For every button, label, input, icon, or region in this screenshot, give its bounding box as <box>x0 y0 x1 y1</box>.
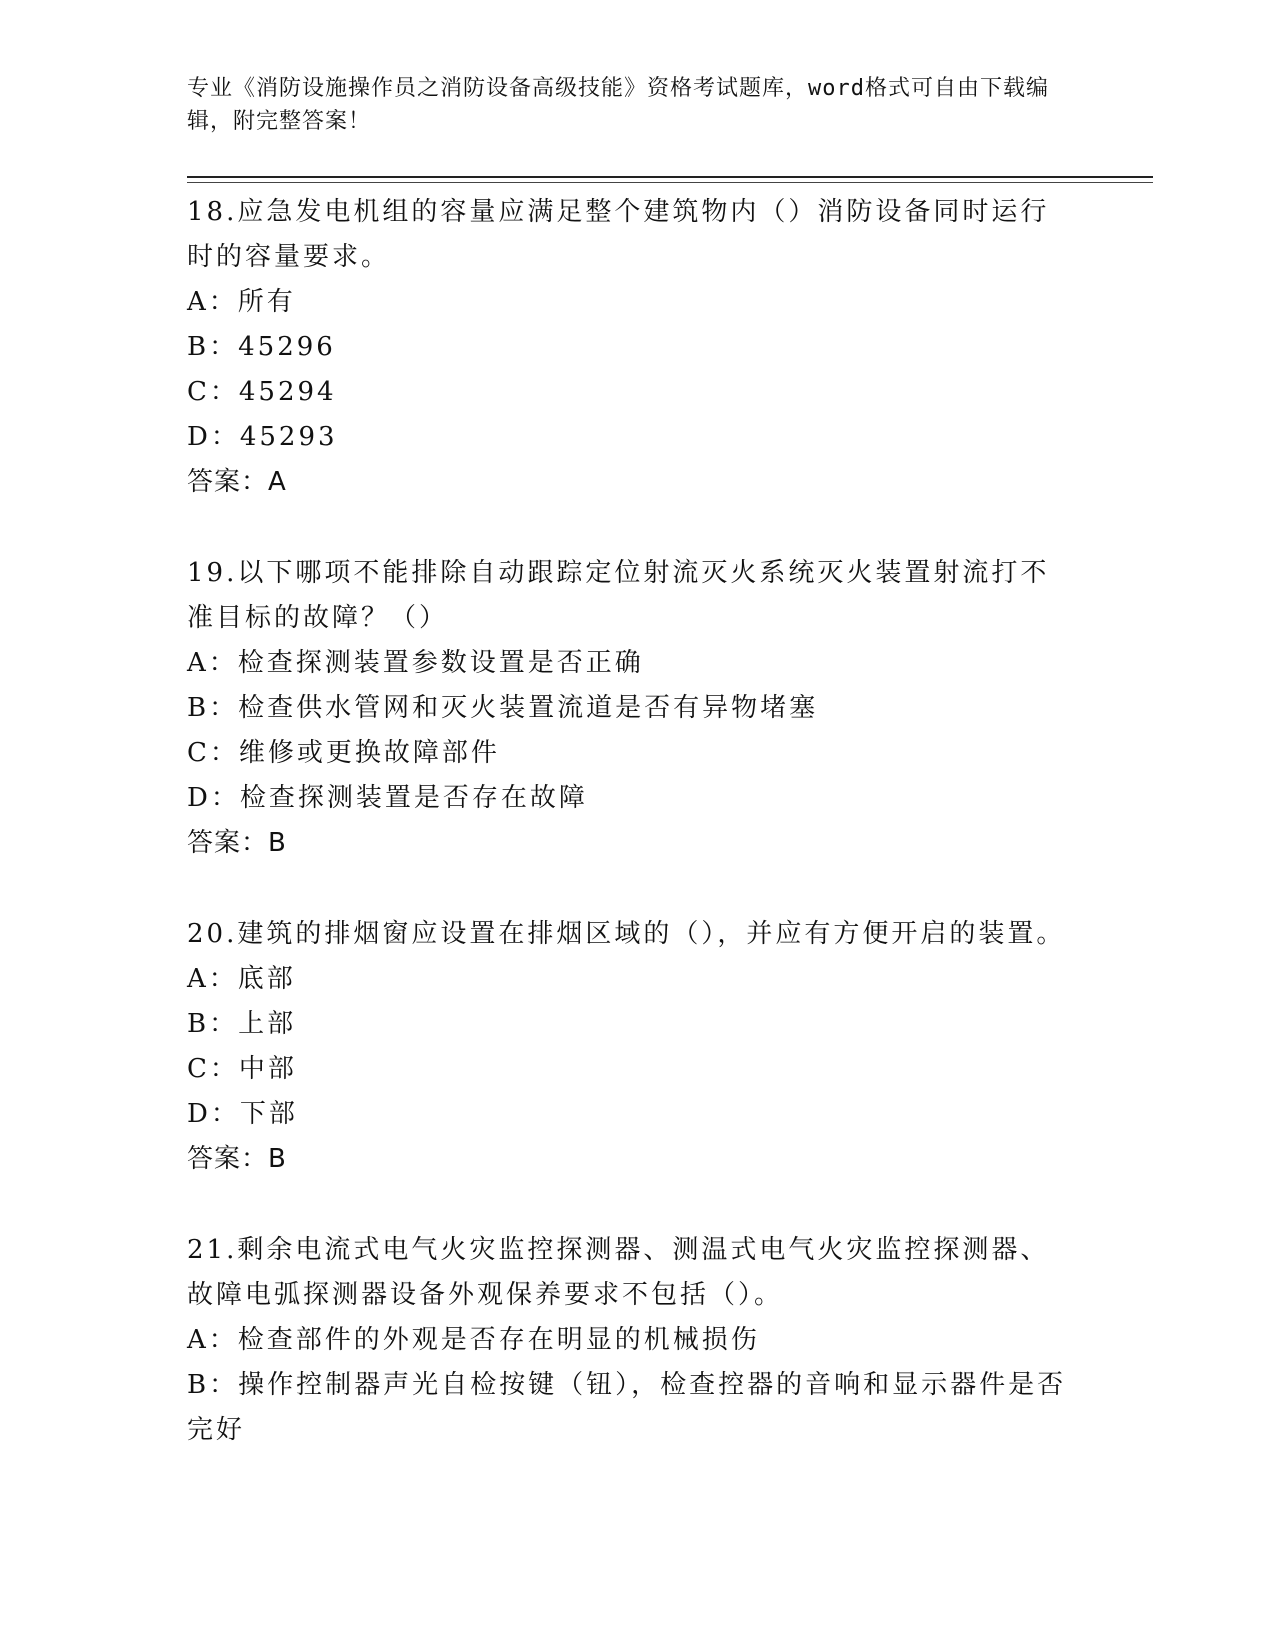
question-20 <box>187 912 1077 1182</box>
question-text: 18.应急发电机组的容量应满足整个建筑物内（）消防设备同时运行时的容量要求。 <box>187 197 1050 272</box>
question-list <box>187 190 1077 1453</box>
answer-line: 答案：B <box>187 1144 287 1174</box>
option-b: B：检查供水管网和灭火装置流道是否有异物堵塞 <box>187 693 819 723</box>
option-a: A：所有 <box>187 287 296 317</box>
option-d: D：45293 <box>187 422 338 452</box>
answer-line: 答案：B <box>187 828 287 858</box>
question-text: 19.以下哪项不能排除自动跟踪定位射流灭火系统灭火装置射流打不准目标的故障？（） <box>187 558 1050 633</box>
question-19 <box>187 551 1077 866</box>
option-c: C：中部 <box>187 1054 297 1084</box>
question-spacer <box>187 1182 1077 1228</box>
document-header: 专业《消防设施操作员之消防设备高级技能》资格考试题库，word格式可自由下载编辑，附完整答案！ <box>187 76 1049 134</box>
option-a: A：检查部件的外观是否存在明显的机械损伤 <box>187 1325 760 1355</box>
question-text: 20.建筑的排烟窗应设置在排烟区域的（），并应有方便开启的装置。 <box>187 919 1066 949</box>
question-21 <box>187 1228 1077 1453</box>
option-a: A：检查探测装置参数设置是否正确 <box>187 648 644 678</box>
question-text: 21.剩余电流式电气火灾监控探测器、测温式电气火灾监控探测器、故障电弧探测器设备外观保养要求不包括（）。 <box>187 1235 1050 1310</box>
question-spacer <box>187 505 1077 551</box>
option-a: A：底部 <box>187 964 296 994</box>
header-divider-thin <box>187 182 1153 183</box>
option-c: C：45294 <box>187 377 337 407</box>
question-spacer <box>187 866 1077 912</box>
option-d: D：检查探测装置是否存在故障 <box>187 783 588 813</box>
header-divider-thick <box>187 176 1153 178</box>
option-b: B：45296 <box>187 332 336 362</box>
option-b: B：上部 <box>187 1009 297 1039</box>
question-18 <box>187 190 1077 505</box>
answer-line: 答案：A <box>187 467 287 497</box>
option-c: C：维修或更换故障部件 <box>187 738 500 768</box>
option-b: B：操作控制器声光自检按键（钮），检查控器的音响和显示器件是否完好 <box>187 1370 1067 1445</box>
option-d: D：下部 <box>187 1099 298 1129</box>
